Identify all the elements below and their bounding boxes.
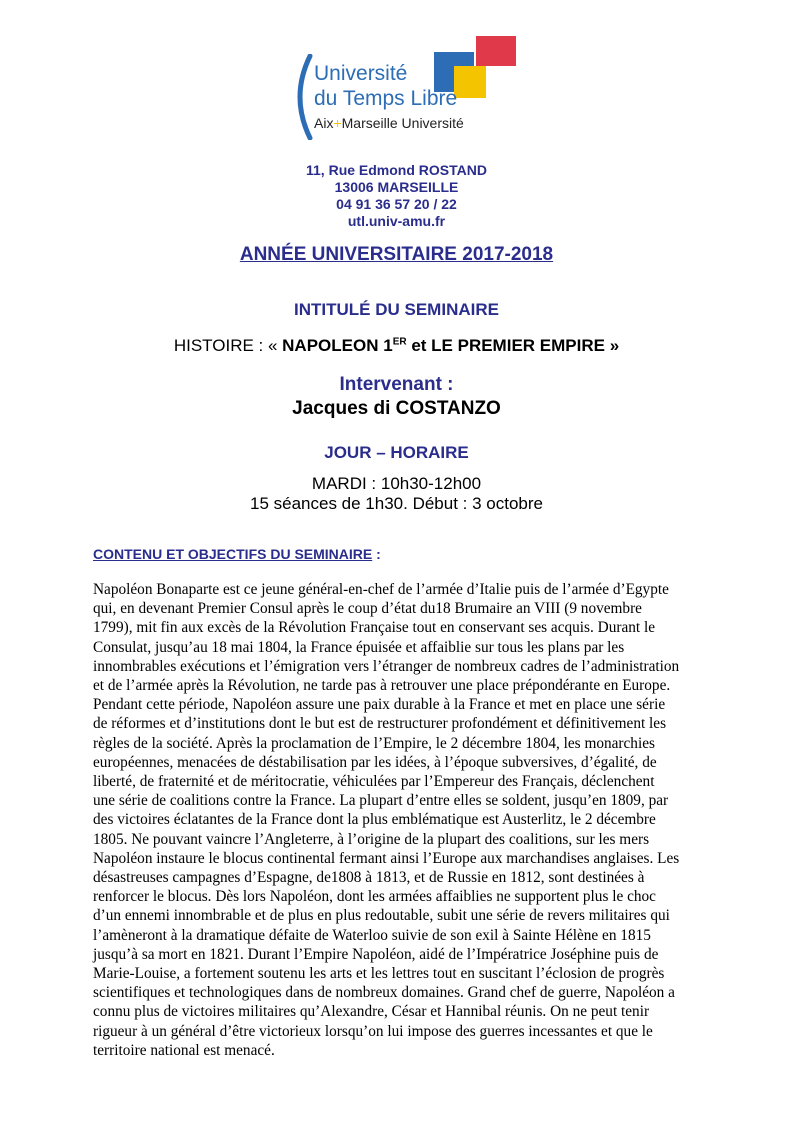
body-line: territoire national est menacé. — [93, 1041, 275, 1059]
logo-line-1: Université — [314, 62, 408, 85]
body-line: de réformes et d’institutions dont le but est de restructurer profondément et définitivement les — [93, 715, 667, 733]
body-line: rigueur à un général d’être victorieux lorsqu’on lui impose des guerres incessantes et que le — [93, 1022, 653, 1040]
body-line: désastreuses campagnes d’Espagne, de1808 à 1813, et de Russie en 1812, sont destinées à — [93, 869, 645, 887]
body-line: européennes, menacées de déstabilisation par les idées, à l’époque subversives, d’égalité, de — [93, 753, 657, 771]
address-block — [0, 162, 793, 230]
address-street: 11, Rue Edmond ROSTAND — [306, 162, 487, 178]
body-line: jusqu’à sa mort en 1821. Durant l’Empire Napoléon, aidé de l’Impératrice Joséphine puis de — [93, 945, 659, 963]
logo-line-2: du Temps Libre — [314, 87, 458, 110]
academic-year: ANNÉE UNIVERSITAIRE 2017-2018 — [239, 244, 554, 265]
speaker-heading: Intervenant : — [339, 374, 454, 395]
logo-red-square — [476, 36, 516, 66]
body-line: une série de coalitions contre la France. La plupart d’entre elles se soldent, jusqu’en 1809, par — [93, 792, 669, 810]
body-line: scientifiques et technologiques dans de nombreux domaines. Grand chef de guerre, Napoléon a — [93, 984, 675, 1002]
address-web: utl.univ-amu.fr — [347, 213, 446, 229]
seminar-title: HISTOIRE : « NAPOLEON 1ER et LE PREMIER EMPIRE » — [173, 336, 620, 355]
content-heading: CONTENU ET OBJECTIFS DU SEMINAIRE : — [93, 546, 381, 562]
body-line: et de l’armée après la Révolution, ne tarde pas à retrouver une place prépondérante en Europe. — [93, 677, 671, 695]
address-city: 13006 MARSEILLE — [334, 179, 459, 195]
address-phone: 04 91 36 57 20 / 22 — [336, 196, 457, 212]
body-line: connu plus de victoires militaires qu’Alexandre, César et Hannibal réunis. On ne peut tenir — [93, 1003, 650, 1021]
content-body — [93, 580, 715, 1060]
university-logo — [286, 32, 526, 142]
body-line: 1805. Ne pouvant vaincre l’Angleterre, à l’origine de la plupart des coalitions, sur les mers — [93, 830, 650, 848]
body-line: renforcer le blocus. Dès lors Napoléon, dont les armées affaiblies ne supportent plus le choc — [93, 888, 656, 906]
body-line: qui, en devenant Premier Consul après le coup d’état du18 Brumaire an VIII (9 novembre — [93, 600, 642, 618]
speaker-name: Jacques di COSTANZO — [292, 398, 501, 419]
body-line: des victoires éclatantes de la France dont la plus emblématique est Austerlitz, le 2 décembre — [93, 811, 656, 829]
body-line: innombrables exécutions et l’émigration vers l’étranger de nombreux cadres de l’administration — [93, 657, 680, 675]
body-line: Marie-Louise, a fortement soutenu les arts et les lettres tout en suscitant l’éclosion de progrès — [93, 965, 665, 983]
body-line: règles de la société. Après la proclamation de l’Empire, le 2 décembre 1804, les monarchies — [93, 734, 655, 752]
logo-yellow-square — [454, 66, 486, 98]
body-line: Napoléon instaure le blocus continental fermant ainsi l’Europe aux marchandises anglaises. Les — [93, 849, 680, 867]
seminar-heading: INTITULÉ DU SEMINAIRE — [294, 300, 499, 319]
schedule-heading: JOUR – HORAIRE — [324, 443, 469, 462]
body-line: Pendant cette période, Napoléon assure une paix durable à la France et met en place une série — [93, 696, 666, 714]
body-line: d’un ennemi innombrable et de plus en plus redoutable, subit une série de revers militaires qui — [93, 907, 670, 925]
body-line: Napoléon Bonaparte est ce jeune général-en-chef de l’armée d’Italie puis de l’armée d’Egypte — [93, 581, 669, 598]
schedule-time: MARDI : 10h30-12h00 — [311, 474, 482, 493]
body-line: liberté, de fraternité et de méritocratie, véhiculées par l’Empereur des Français, déclenchent — [93, 773, 655, 791]
schedule-sessions: 15 séances de 1h30. Début : 3 octobre — [250, 494, 543, 513]
body-line: Consulat, jusqu’au 18 mai 1804, la France épuisée et affaiblie sur tous les plans par les — [93, 638, 625, 656]
logo-line-3: Aix+Marseille Université — [314, 115, 464, 131]
body-line: 1799), mit fin aux excès de la Révolution Française tout en conservant ses acquis. Durant le — [93, 619, 656, 637]
body-line: l’amèneront à la dramatique défaite de Waterloo suivie de son exil à Sainte Hélène en 1815 — [93, 926, 651, 944]
